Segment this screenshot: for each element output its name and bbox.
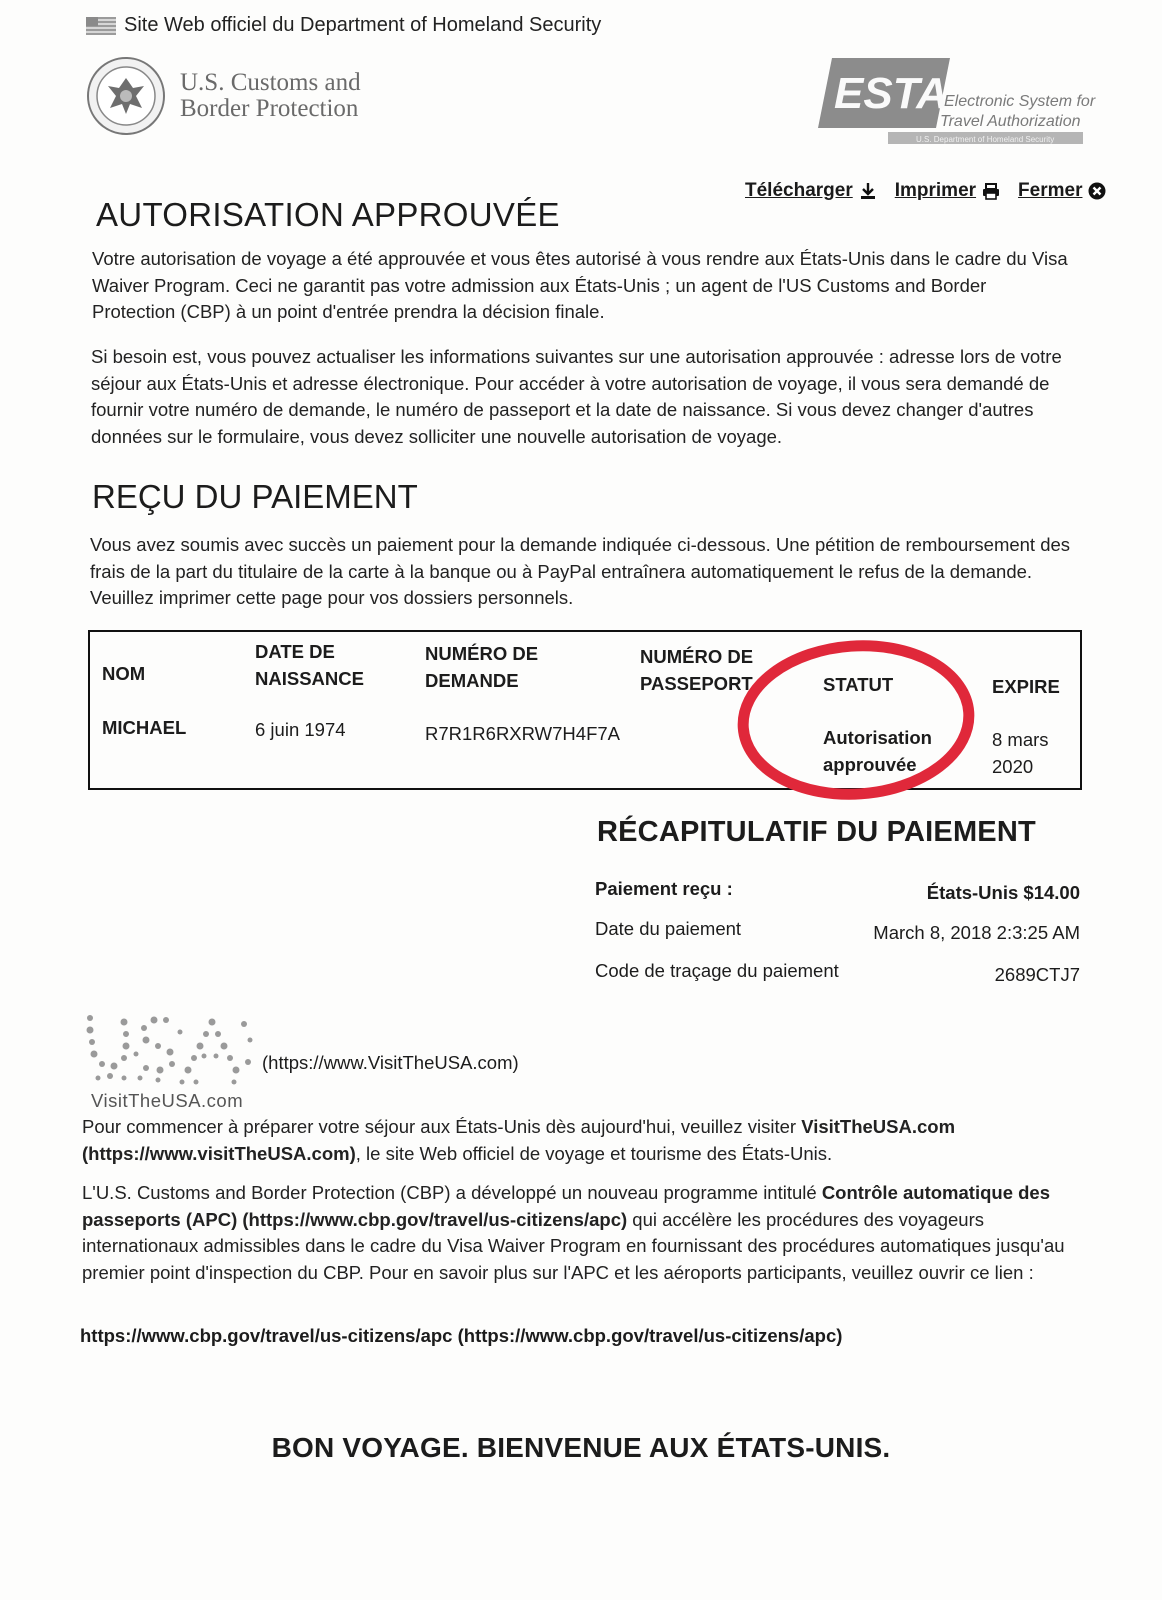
receipt-paragraph: Vous avez soumis avec succès un paiement pour la demande indiquée ci-dessous. Une pétition de remboursement des frais de la part du titulaire de la carte à la banque ou à PayPal entraînera automatiquement le refus de la demande. Veuillez imprimer cette page pour vos dossiers personnels. — [90, 534, 1071, 608]
apc-link[interactable]: https://www.cbp.gov/travel/us-citizens/apc (https://www.cbp.gov/travel/us-citizens/apc) — [80, 1325, 843, 1346]
cbp-name-line1: U.S. Customs and — [180, 69, 361, 96]
farewell-message: BON VOYAGE. BIENVENUE AUX ÉTATS-UNIS. — [271, 1432, 891, 1463]
close-label: Fermer — [1018, 180, 1083, 201]
apc-paragraph — [82, 1180, 1082, 1286]
esta-mark: ESTA — [834, 69, 949, 118]
cell-name: MICHAEL — [102, 717, 187, 738]
gov-banner — [86, 14, 601, 37]
apc-text-end: qui accélère les procédures des voyageurs internationaux admissibles dans le cadre du Visa Waiver Program en fournissant des procédures automatiques jusqu'au premier point d'inspection du CBP. Pour en savoir plus sur l'APC et les aéroports participants, veuillez ouvrir ce lien : — [82, 1208, 1065, 1283]
esta-logo — [818, 52, 1118, 152]
header-passport-line1: NUMÉRO DE — [640, 646, 754, 667]
download-label: Télécharger — [745, 180, 853, 201]
approval-paragraph-2: Si besoin est, vous pouvez actualiser les informations suivantes sur une autorisation approuvée : adresse lors de votre séjour aux États-Unis et adresse électronique. Pour accéder à votre autorisation de voyage, il vous sera demandé de fournir votre numéro de demande, le numéro de passeport et la date de naissance. Si vous devez changer d'autres données sur le formulaire, vous devez solliciter une nouvelle autorisation de voyage. — [91, 346, 1062, 447]
payment-received-value: États-Unis $14.00 — [926, 882, 1080, 903]
cell-dob: 6 juin 1974 — [255, 719, 346, 740]
download-link[interactable] — [745, 180, 877, 202]
close-link[interactable] — [1018, 180, 1106, 202]
header-status: STATUT — [823, 674, 894, 695]
us-flag-icon — [86, 17, 116, 35]
header-name: NOM — [102, 663, 146, 684]
summary-title: RÉCAPITULATIF DU PAIEMENT — [597, 816, 1036, 848]
approval-paragraph-1: Votre autorisation de voyage a été approuvée et vous êtes autorisé à vous rendre aux États-Unis dans le cadre du Visa Waiver Program. Ceci ne garantit pas votre admission aux États-Unis ; un agent de l'US Customs and Border Protection (CBP) à un point d'entrée prendra la décision finale. — [92, 248, 1068, 322]
header-application-line1: NUMÉRO DE — [425, 643, 539, 664]
status-highlight-circle — [735, 640, 975, 800]
visit-link[interactable]: VisitTheUSA.com (https://www.visitTheUSA.com) — [82, 1116, 956, 1164]
esta-sub: U.S. Department of Homeland Security — [916, 135, 1055, 144]
cell-expires-line1: 8 mars — [992, 729, 1049, 750]
cbp-name-line2: Border Protection — [180, 95, 359, 122]
header-passport-line2: PASSEPORT — [640, 673, 753, 694]
payment-date-value: March 8, 2018 2:3:25 AM — [873, 922, 1080, 943]
action-bar — [745, 180, 1106, 202]
visittheusa-caption: VisitTheUSA.com — [91, 1090, 244, 1111]
approval-title: AUTORISATION APPROUVÉE — [96, 196, 560, 233]
dhs-seal-icon — [86, 56, 166, 136]
esta-tagline-line2: Travel Authorization — [940, 113, 1081, 130]
apc-text-start: L'U.S. Customs and Border Protection (CBP) a développé un nouveau programme intitulé — [82, 1182, 822, 1203]
visittheusa-logo-icon[interactable] — [84, 1012, 259, 1090]
payment-tracking-label: Code de traçage du paiement — [595, 960, 839, 981]
cell-application-number: R7R1R6RXRW7H4F7A — [425, 723, 620, 744]
payment-received-label: Paiement reçu : — [595, 878, 733, 899]
print-link[interactable] — [895, 180, 1000, 202]
download-icon — [859, 182, 877, 200]
visit-text-start: Pour commencer à préparer votre séjour aux États-Unis dès aujourd'hui, veuillez visiter — [82, 1116, 802, 1137]
esta-tagline-line1: Electronic System for — [944, 93, 1096, 110]
payment-tracking-value: 2689CTJ7 — [994, 964, 1080, 985]
visit-text-end: , le site Web officiel de voyage et tourisme des États-Unis. — [355, 1142, 833, 1164]
header-dob-line2: NAISSANCE — [255, 668, 364, 689]
header-expires: EXPIRE — [992, 676, 1060, 697]
print-icon — [982, 182, 1000, 200]
header-application-line2: DEMANDE — [425, 670, 519, 691]
cell-expires-line2: 2020 — [992, 756, 1034, 777]
close-icon — [1088, 182, 1106, 200]
print-label: Imprimer — [894, 180, 977, 201]
apc-program-link[interactable]: Contrôle automatique des passeports (APC) (https://www.cbp.gov/travel/us-citizens/apc) — [82, 1182, 1051, 1230]
visittheusa-url[interactable]: (https://www.VisitTheUSA.com) — [262, 1052, 519, 1073]
header-dob-line1: DATE DE — [255, 641, 335, 662]
payment-date-label: Date du paiement — [595, 918, 742, 939]
visit-paragraph — [82, 1114, 1082, 1167]
gov-banner-text: Site Web officiel du Department of Homeland Security — [124, 14, 602, 36]
cbp-logo — [86, 56, 361, 136]
cell-status-line2: approuvée — [823, 754, 917, 775]
receipt-title: REÇU DU PAIEMENT — [92, 478, 418, 515]
cell-status-line1: Autorisation — [823, 727, 932, 748]
